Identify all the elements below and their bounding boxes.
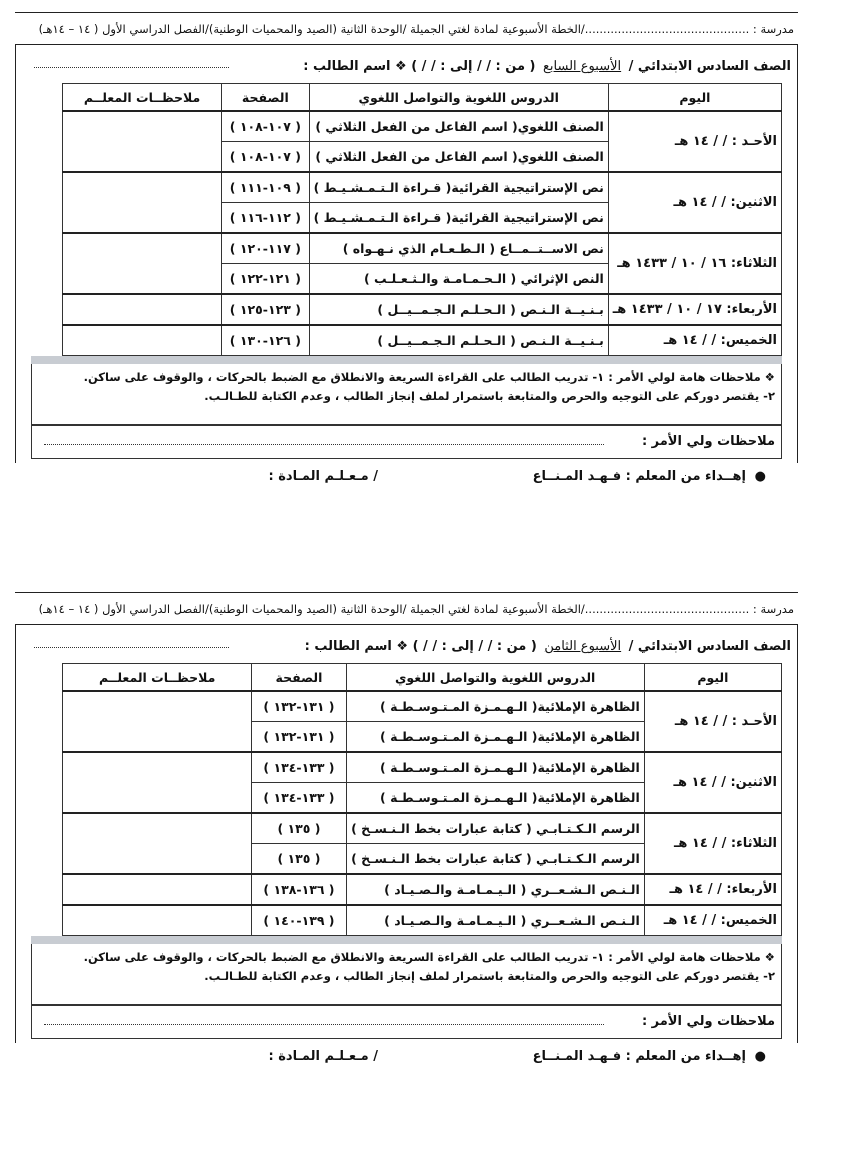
page-cell: ( ١٣٥ ) (252, 813, 346, 844)
header-text: مدرسة : ............................................./الخطة الأسبوعية لمادة لغتي الجميلة /الوحدة الثانية (الصيد والمحميات الوطنية)/الفصل الدراسي الأول ( ١٤ – ١٤هـ) (38, 22, 794, 36)
day-cell: الأربعاء: ١٧ / ١٠ / ١٤٣٣ هـ (608, 294, 781, 325)
header-text: مدرسة : ............................................./الخطة الأسبوعية لمادة لغتي الجميلة /الوحدة الثانية (الصيد والمحميات الوطنية)/الفصل الدراسي الأول ( ١٤ – ١٤هـ) (38, 602, 794, 616)
table-row (63, 813, 782, 844)
lesson-cell: الصنف اللغوي( اسم الفاعل من الفعل الثلاثي ) (309, 111, 608, 142)
lesson-cell: نص الإستراتيجية القرائية( قـراءة الـتـمـشـيـط ) (309, 203, 608, 234)
page-cell: ( ١٢١-١٢٢ ) (222, 264, 309, 295)
sheet-header (15, 592, 798, 625)
instruction-2: ٢- يقتصر دوركم على التوجيه والحرص والمتابعة باستمرار لملف إنجاز الطالب ، وعدم الكتابة للطـالـب. (204, 969, 775, 983)
day-cell: الثلاثاء: ١٦ / ١٠ / ١٤٣٣ هـ (608, 233, 781, 294)
parent-notes-row (31, 1005, 782, 1039)
teacher-notes-cell[interactable] (63, 111, 222, 172)
instruction-1: ❖ ملاحظات هامة لولي الأمر : ١- تدريب الطالب على القراءة السريعة والانطلاق مع الضبط بالحركات ، والوقوف على ساكن. (83, 370, 775, 384)
column-header-teacher-notes: ملاحظــات المعلــم (63, 84, 222, 112)
day-cell: الاثنين: / / ١٤ هـ (644, 752, 781, 813)
page-cell: ( ١٠٧-١٠٨ ) (222, 111, 309, 142)
teacher-dedication: إهــداء من المعلم : فـهـد المـنــاع (532, 469, 746, 484)
teacher-notes-cell[interactable] (63, 752, 252, 813)
parent-instructions (31, 944, 782, 1005)
table-row (63, 905, 782, 936)
day-cell: الخميس: / / ١٤ هـ (608, 325, 781, 356)
instruction-2: ٢- يقتصر دوركم على التوجيه والحرص والمتابعة باستمرار لملف إنجاز الطالب ، وعدم الكتابة للطـالـب. (204, 389, 775, 403)
weekly-plan-sheet (15, 592, 798, 1071)
parent-notes-line[interactable] (44, 1024, 604, 1025)
table-row (63, 874, 782, 905)
table-row (63, 691, 782, 722)
lesson-cell: الرسم الـكـتـابـي ( كتابة عبارات بخط الـنـسـخ ) (346, 813, 644, 844)
student-name-line[interactable] (34, 647, 229, 648)
page-cell: ( ١٣٣-١٣٤ ) (252, 783, 346, 814)
teacher-notes-cell[interactable] (63, 813, 252, 874)
day-cell: الأحـد : / / ١٤ هـ (644, 691, 781, 752)
page-cell: ( ١١٧-١٢٠ ) (222, 233, 309, 264)
day-cell: الأحـد : / / ١٤ هـ (608, 111, 781, 172)
lesson-cell: الظاهرة الإملائية( الـهـمـزة المـتـوسـطـة ) (346, 691, 644, 722)
day-cell: الثلاثاء: / / ١٤ هـ (644, 813, 781, 874)
day-cell: الاثنين: / / ١٤ هـ (608, 172, 781, 233)
page-cell: ( ١٣٦-١٣٨ ) (252, 874, 346, 905)
lesson-cell: الـنـص الـشـعــري ( الـيـمـامـة والـصـيـاد ) (346, 905, 644, 936)
separator-bar (31, 356, 782, 364)
table-row (63, 325, 782, 356)
page-cell: ( ١٠٧-١٠٨ ) (222, 142, 309, 173)
lesson-cell: الـنـص الـشـعــري ( الـيـمـامـة والـصـيـاد ) (346, 874, 644, 905)
lesson-cell: الظاهرة الإملائية( الـهـمـزة المـتـوسـطـة ) (346, 752, 644, 783)
student-info-line (16, 53, 797, 83)
column-header-page: الصفحة (252, 664, 346, 692)
bullet-icon: ● (754, 469, 766, 484)
column-header-lessons: الدروس اللغوية والتواصل اللغوي (346, 664, 644, 692)
table-row (63, 294, 782, 325)
lesson-cell: الظاهرة الإملائية( الـهـمـزة المـتـوسـطـة ) (346, 783, 644, 814)
signature-line (15, 1043, 798, 1071)
student-info-line (16, 633, 797, 663)
column-header-day: اليوم (608, 84, 781, 112)
teacher-notes-cell[interactable] (63, 905, 252, 936)
teacher-notes-cell[interactable] (63, 691, 252, 752)
class-label: الصف السادس الابتدائي / (628, 639, 791, 654)
lesson-cell: بـنـيــة الـنـص ( الـحـلـم الـجـمــيــل ) (309, 325, 608, 356)
parent-instructions (31, 364, 782, 425)
parent-notes-label: ملاحظات ولي الأمر : (641, 1014, 775, 1029)
lesson-cell: النص الإثرائي ( الـحـمـامـة والـثـعـلـب ) (309, 264, 608, 295)
teacher-notes-cell[interactable] (63, 874, 252, 905)
bullet-icon: ● (754, 1049, 766, 1064)
parent-notes-line[interactable] (44, 444, 604, 445)
teacher-notes-cell[interactable] (63, 325, 222, 356)
page-cell: ( ١١٢-١١٦ ) (222, 203, 309, 234)
parent-notes-label: ملاحظات ولي الأمر : (641, 434, 775, 449)
table-header-row (63, 664, 782, 692)
lessons-table (62, 83, 782, 356)
date-range: ( من : / / إلى : / / ) ❖ اسم الطالب : (304, 639, 537, 654)
column-header-day: اليوم (644, 664, 781, 692)
parent-notes-row (31, 425, 782, 459)
teacher-dedication: إهــداء من المعلم : فـهـد المـنــاع (532, 1049, 746, 1064)
subject-teacher-label: / مـعـلـم المـادة : (268, 469, 378, 484)
table-row (63, 172, 782, 203)
table-row (63, 111, 782, 142)
page-cell: ( ١٣٥ ) (252, 844, 346, 875)
day-cell: الخميس: / / ١٤ هـ (644, 905, 781, 936)
lesson-cell: الظاهرة الإملائية( الـهـمـزة المـتـوسـطـة ) (346, 722, 644, 753)
page-cell: ( ١٣١-١٣٢ ) (252, 691, 346, 722)
week-label: الأسبوع السابع (543, 59, 622, 74)
page-cell: ( ١٣١-١٣٢ ) (252, 722, 346, 753)
table-header-row (63, 84, 782, 112)
class-label: الصف السادس الابتدائي / (628, 59, 791, 74)
sheet-header (15, 12, 798, 45)
week-label: الأسبوع الثامن (544, 639, 622, 654)
plan-frame (15, 625, 798, 1043)
date-range: ( من : / / إلى : / / ) ❖ اسم الطالب : (303, 59, 536, 74)
student-name-line[interactable] (34, 67, 229, 68)
day-cell: الأربعاء: / / ١٤ هـ (644, 874, 781, 905)
lesson-cell: نص الاســتــمــاع ( الـطـعـام الذي نـهـواه ) (309, 233, 608, 264)
lessons-table (62, 663, 782, 936)
separator-bar (31, 936, 782, 944)
lesson-cell: الرسم الـكـتـابـي ( كتابة عبارات بخط الـنـسـخ ) (346, 844, 644, 875)
teacher-notes-cell[interactable] (63, 172, 222, 233)
page-cell: ( ١٣٩-١٤٠ ) (252, 905, 346, 936)
column-header-lessons: الدروس اللغوية والتواصل اللغوي (309, 84, 608, 112)
table-row (63, 233, 782, 264)
weekly-plan-sheet (15, 12, 798, 491)
page-cell: ( ١٠٩-١١١ ) (222, 172, 309, 203)
instruction-1: ❖ ملاحظات هامة لولي الأمر : ١- تدريب الطالب على القراءة السريعة والانطلاق مع الضبط بالحركات ، والوقوف على ساكن. (83, 950, 775, 964)
table-row (63, 752, 782, 783)
teacher-notes-cell[interactable] (63, 233, 222, 294)
subject-teacher-label: / مـعـلـم المـادة : (268, 1049, 378, 1064)
lesson-cell: الصنف اللغوي( اسم الفاعل من الفعل الثلاثي ) (309, 142, 608, 173)
column-header-page: الصفحة (222, 84, 309, 112)
lesson-cell: بـنـيــة الـنـص ( الـحـلـم الـجـمــيــل ) (309, 294, 608, 325)
page-cell: ( ١٢٣-١٢٥ ) (222, 294, 309, 325)
page-cell: ( ١٣٣-١٣٤ ) (252, 752, 346, 783)
column-header-teacher-notes: ملاحظــات المعلــم (63, 664, 252, 692)
teacher-notes-cell[interactable] (63, 294, 222, 325)
signature-line (15, 463, 798, 491)
page-cell: ( ١٢٦-١٣٠ ) (222, 325, 309, 356)
plan-frame (15, 45, 798, 463)
lesson-cell: نص الإستراتيجية القرائية( قـراءة الـتـمـشـيـط ) (309, 172, 608, 203)
